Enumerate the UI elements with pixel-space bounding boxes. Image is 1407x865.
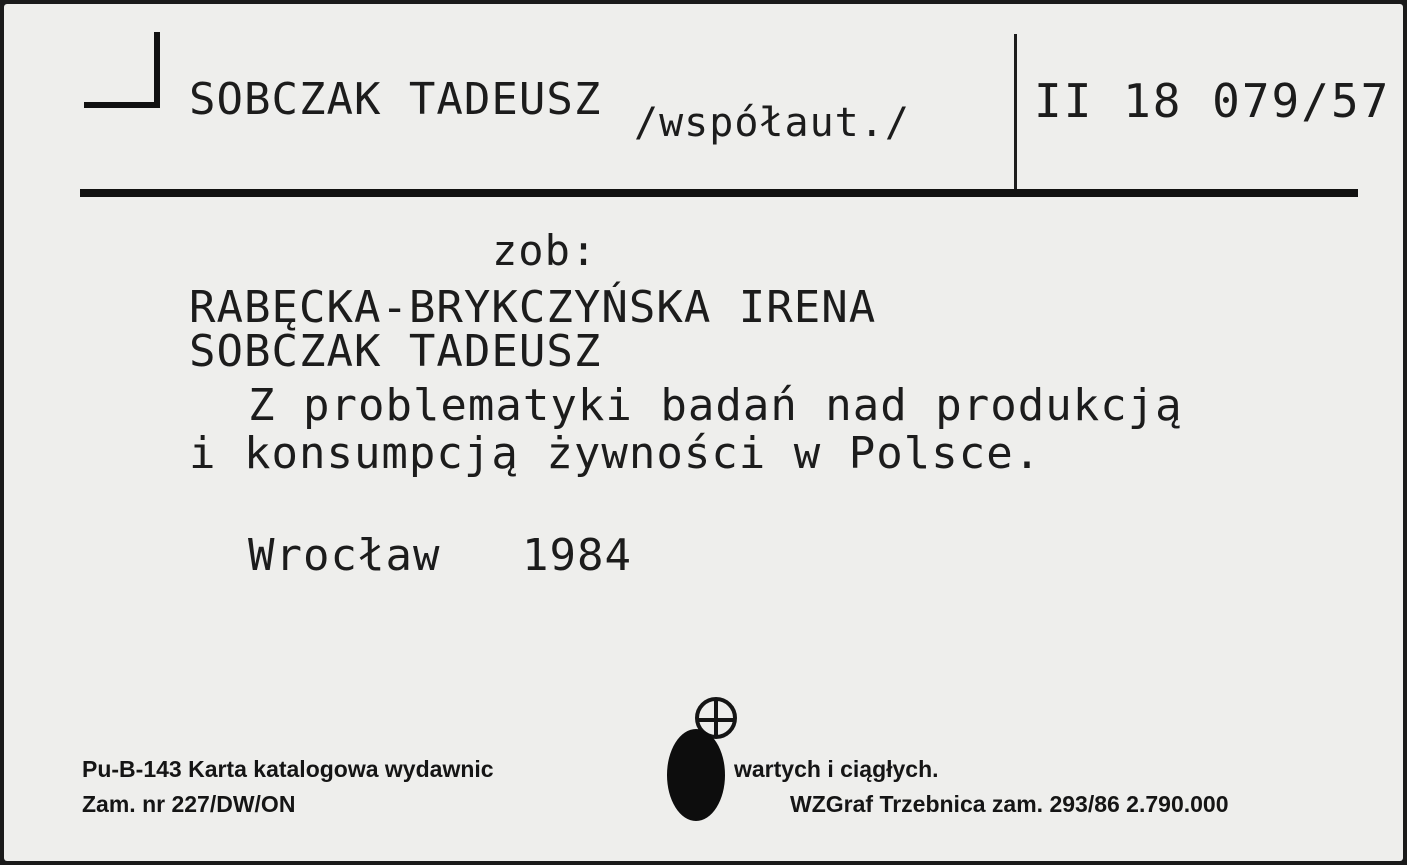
publication-place: Wrocław — [248, 530, 441, 581]
author-name: SOBCZAK TADEUSZ — [189, 74, 602, 125]
header-divider — [1014, 34, 1017, 194]
see-label: zob: — [492, 226, 598, 275]
corner-bracket-icon — [84, 32, 160, 108]
form-line-right: wartych i ciągłych. — [734, 756, 939, 782]
title-line-1: Z problematyki badań nad produkcją — [248, 380, 1183, 431]
reference-author-2: SOBCZAK TADEUSZ — [189, 326, 602, 377]
catalog-card — [4, 4, 1403, 861]
header-rule — [80, 189, 1358, 197]
form-line-left: Pu-B-143 Karta katalogowa wydawnic — [82, 756, 494, 782]
order-number: Zam. nr 227/DW/ON — [82, 791, 296, 817]
publication-year: 1984 — [522, 530, 632, 581]
printer-info: WZGraf Trzebnica zam. 293/86 2.790.000 — [790, 791, 1229, 817]
title-line-2: i konsumpcją żywności w Polsce. — [189, 428, 1042, 479]
reference-author-1: RABĘCKA-BRYKCZYŃSKA IRENA — [189, 282, 877, 333]
punch-hole — [667, 729, 725, 821]
author-role: /współaut./ — [634, 100, 910, 146]
call-number: II 18 079/57 — [1034, 74, 1391, 128]
